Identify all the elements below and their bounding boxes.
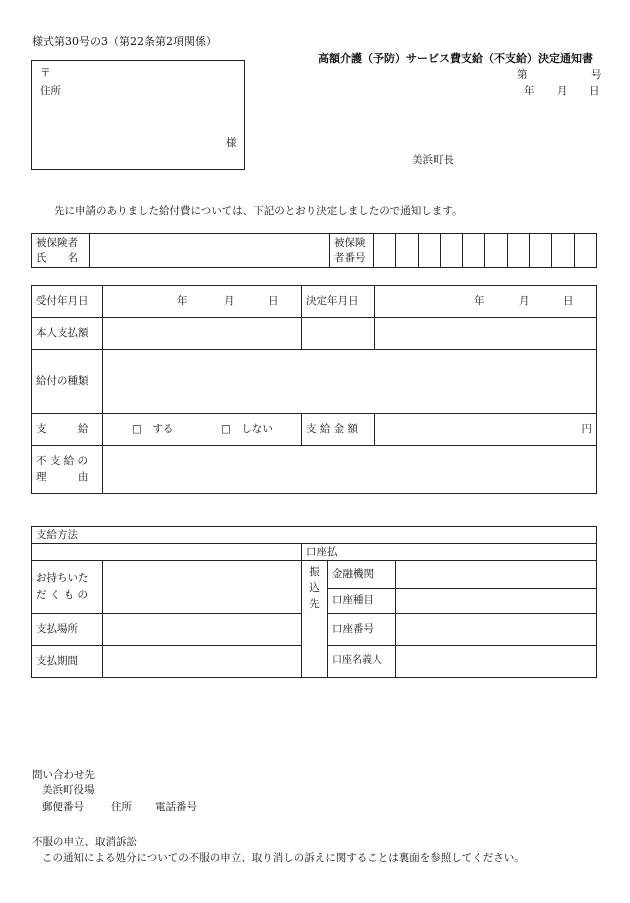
contact-postal: 郵便番号: [42, 801, 84, 813]
appeal-text: この通知による処分についての不服の申立、取り消しの訴えに関することは裏面を参照してください。: [42, 852, 525, 864]
amount-value: [375, 414, 597, 446]
insured-number-digit: [552, 234, 574, 268]
self-pay-value: [103, 318, 302, 350]
account-holder-value: [396, 646, 597, 678]
account-type-value: [396, 589, 597, 614]
doc-number-prefix: 第: [517, 69, 528, 81]
insured-number-digit: [396, 234, 418, 268]
bank-label: 金融機関: [328, 561, 396, 589]
benefit-type-value: [103, 350, 597, 414]
insured-number-digit: [440, 234, 462, 268]
date-day: 日: [589, 85, 600, 97]
intro-text: 先に申請のありました給付費については、下記のとおり決定しましたので通知します。: [54, 205, 463, 217]
date-year: 年: [524, 85, 535, 97]
transfer-to-label: 振 込 先: [302, 561, 328, 678]
insured-number-digit: [530, 234, 552, 268]
bring-items-value: [103, 561, 302, 614]
reason-value: [103, 446, 597, 494]
benefit-type-label: 給付の種類: [32, 350, 103, 414]
reason-label: 不 支 給 の 理 由: [32, 446, 103, 494]
appeal-heading: 不服の申立、取消訴訟: [32, 836, 137, 848]
insured-name-value: [90, 234, 330, 268]
insured-number-digit: [574, 234, 596, 268]
insured-number-digit: [374, 234, 396, 268]
payment-options: [103, 414, 302, 446]
account-number-label: 口座番号: [328, 614, 396, 646]
honorific: 様: [226, 137, 237, 149]
empty-cell: [375, 318, 597, 350]
empty-cell: [302, 318, 375, 350]
period-label: 支払期間: [32, 646, 103, 678]
payment-method-label: 支給方法: [32, 527, 597, 544]
postal-mark: 〒: [40, 67, 51, 79]
option-yes-checkbox[interactable]: □ する: [132, 422, 174, 435]
option-no-checkbox[interactable]: □ しない: [221, 422, 273, 435]
place-label: 支払場所: [32, 614, 103, 646]
date-month: 月: [557, 85, 568, 97]
contact-address: 住所: [111, 801, 132, 813]
self-pay-label: 本人支払額: [32, 318, 103, 350]
insured-number-digit: [418, 234, 440, 268]
insured-number-label: 被保険 者番号: [330, 234, 374, 268]
decided-date-label: 決定年月日: [302, 286, 375, 318]
bank-value: [396, 561, 597, 589]
place-value: [103, 614, 302, 646]
bring-items-label: お持ちいた だ く も の: [32, 561, 103, 614]
decision-table: [31, 285, 597, 494]
form-number: 様式第30号の3（第22条第2項関係）: [32, 35, 217, 48]
decided-date-value: 年 月 日: [375, 286, 597, 318]
address-box: [31, 60, 245, 170]
insured-name-label: 被保険者 氏 名: [32, 234, 90, 268]
payment-label: 支 給: [32, 414, 103, 446]
address-label: 住所: [40, 85, 61, 97]
account-type-label: 口座種目: [328, 589, 396, 614]
contact-heading: 問い合わせ先: [32, 769, 95, 781]
received-date-value: 年 月 日: [103, 286, 302, 318]
insured-number-digit: [507, 234, 529, 268]
contact-office: 美浜町役場: [42, 784, 95, 796]
account-holder-label: 口座名義人: [328, 646, 396, 678]
empty-cell: [32, 544, 302, 561]
yen-unit: 円: [581, 422, 592, 435]
contact-phone: 電話番号: [155, 801, 197, 813]
period-value: [103, 646, 302, 678]
account-number-value: [396, 614, 597, 646]
account-transfer-label: 口座払: [302, 544, 597, 561]
amount-label: 支 給 金 額: [302, 414, 375, 446]
insured-table: [31, 233, 597, 268]
payment-table: [31, 526, 597, 678]
issuer: 美浜町長: [412, 154, 454, 166]
insured-number-digit: [485, 234, 507, 268]
received-date-label: 受付年月日: [32, 286, 103, 318]
insured-number-digit: [463, 234, 485, 268]
document-title: 高額介護（予防）サービス費支給（不支給）決定通知書: [318, 52, 593, 65]
doc-number-suffix: 号: [591, 69, 602, 81]
